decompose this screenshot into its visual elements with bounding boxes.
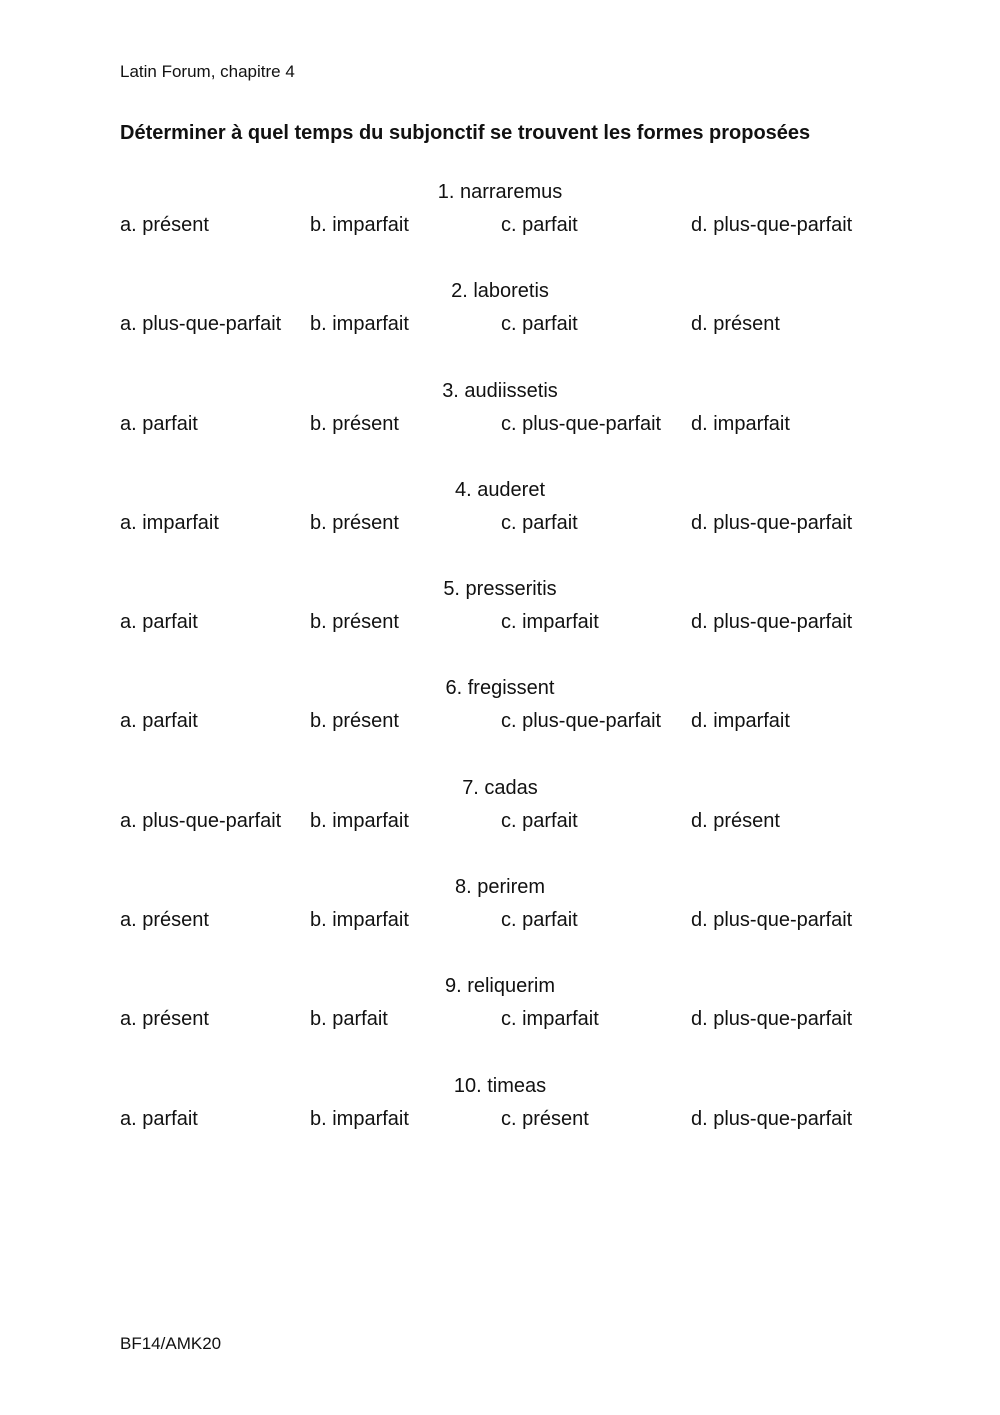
option-d[interactable]: d. plus-que-parfait [691,511,853,534]
option-d[interactable]: d. plus-que-parfait [691,1107,853,1130]
option-a[interactable]: a. plus-que-parfait [120,809,282,832]
option-b[interactable]: b. imparfait [310,313,409,336]
page-footer: BF14/AMK20 [120,1334,222,1353]
answer-options [120,906,880,936]
option-a[interactable]: a. parfait [120,710,198,733]
question-4 [120,476,880,575]
answer-options [120,509,880,539]
option-c[interactable]: c. imparfait [501,1008,599,1031]
question-10 [120,1072,880,1171]
answer-options [120,608,880,638]
answer-options [120,807,880,837]
option-b[interactable]: b. parfait [310,1008,388,1031]
answer-options [120,211,880,241]
option-d[interactable]: d. imparfait [691,412,790,435]
option-a[interactable]: a. présent [120,214,209,236]
option-b[interactable]: b. présent [310,710,399,733]
answer-options [120,410,880,440]
question-word: 6. fregissent [445,677,555,700]
question-7 [120,774,880,873]
page-header: Latin Forum, chapitre 4 [120,62,295,81]
option-b[interactable]: b. imparfait [310,214,409,236]
answer-options [120,310,880,340]
option-c[interactable]: c. parfait [501,313,578,336]
option-a[interactable]: a. présent [120,909,209,932]
option-c[interactable]: c. parfait [501,511,578,534]
option-b[interactable]: b. présent [310,412,399,435]
option-b[interactable]: b. imparfait [310,909,409,932]
option-c[interactable]: c. plus-que-parfait [501,412,662,435]
question-5 [120,575,880,674]
option-a[interactable]: a. imparfait [120,511,219,534]
question-word: 1. narraremus [437,181,563,203]
option-d[interactable]: d. plus-que-parfait [691,611,853,634]
question-6 [120,674,880,773]
answer-options [120,1105,880,1135]
option-c[interactable]: c. parfait [501,214,578,236]
option-b[interactable]: b. imparfait [310,1107,409,1130]
question-1 [120,178,880,277]
option-d[interactable]: d. plus-que-parfait [691,214,853,236]
question-word: 5. presseritis [443,578,557,601]
option-d[interactable]: d. plus-que-parfait [691,909,853,932]
exercise-title: Déterminer à quel temps du subjonctif se trouvent les formes proposées [120,122,811,144]
question-list [120,178,880,1171]
question-9 [120,972,880,1071]
question-2 [120,277,880,376]
question-word: 4. auderet [454,478,546,501]
option-b[interactable]: b. présent [310,611,399,634]
option-d[interactable]: d. présent [691,809,780,832]
option-a[interactable]: a. plus-que-parfait [120,313,282,336]
answer-options [120,707,880,737]
question-word: 10. timeas [453,1074,547,1097]
option-c[interactable]: c. présent [501,1107,589,1130]
question-8 [120,873,880,972]
option-d[interactable]: d. plus-que-parfait [691,1008,853,1031]
option-c[interactable]: c. parfait [501,809,578,832]
question-word: 8. perirem [454,876,546,899]
option-a[interactable]: a. parfait [120,611,198,634]
option-d[interactable]: d. présent [691,313,780,336]
option-c[interactable]: c. plus-que-parfait [501,710,662,733]
option-b[interactable]: b. imparfait [310,809,409,832]
answer-options [120,1005,880,1035]
option-a[interactable]: a. présent [120,1008,209,1031]
option-c[interactable]: c. parfait [501,909,578,932]
option-d[interactable]: d. imparfait [691,710,790,733]
option-a[interactable]: a. parfait [120,1107,198,1130]
option-b[interactable]: b. présent [310,511,399,534]
question-word: 2. laboretis [451,280,549,303]
question-word: 3. audiissetis [442,379,558,402]
question-3 [120,377,880,476]
question-word: 7. cadas [462,776,538,799]
option-c[interactable]: c. imparfait [501,611,599,634]
question-word: 9. reliquerim [444,975,556,998]
option-a[interactable]: a. parfait [120,412,198,435]
